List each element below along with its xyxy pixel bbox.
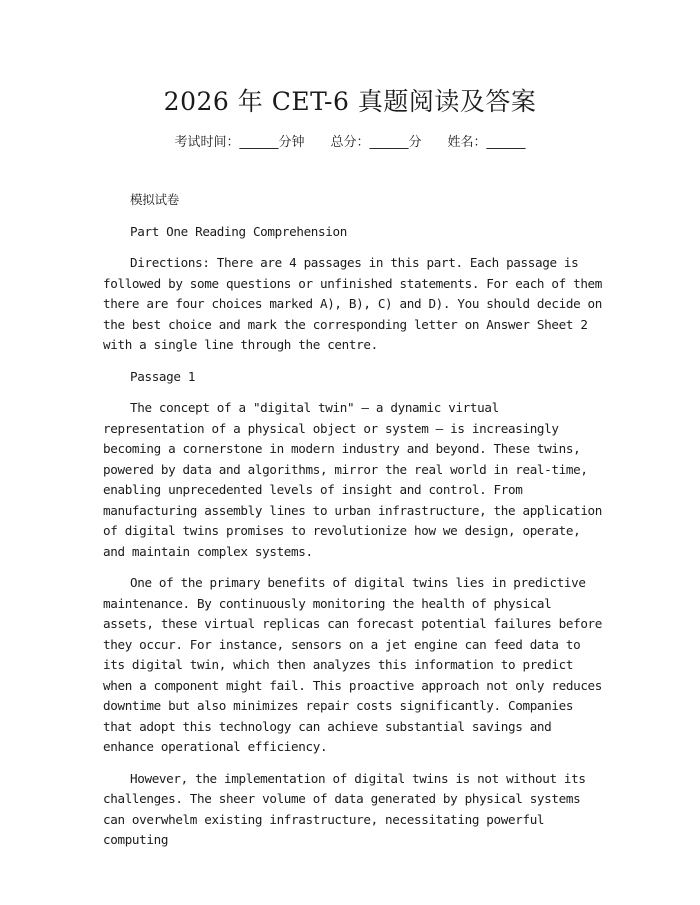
total-score-field: 总分：______分 xyxy=(330,135,422,150)
passage-paragraph: However, the implementation of digital twins is not without its challenges. The sheer volume of data generated by physical systems can overwhelm existing infrastructure, necessitating powerful computing xyxy=(103,770,586,847)
document-body xyxy=(103,190,603,862)
passage-paragraph: One of the primary benefits of digital twins lies in predictive maintenance. By continuously monitoring the health of physical assets, these virtual replicas can forecast potential failures before they occur. For instance, sensors on a jet engine can feed data to its digital twin, which then analyzes this information to predict when a component might fail. This proactive approach not only reduces downtime but also minimizes repair costs significantly. Companies that adopt this technology can achieve substantial savings and enhance operational efficiency. xyxy=(103,575,603,754)
exam-meta-line xyxy=(0,131,700,150)
part-title: Part One Reading Comprehension xyxy=(130,223,347,239)
directions-paragraph: Directions: There are 4 passages in this part. Each passage is followed by some questions or unfinished statements. For each of them there are four choices marked A), B), C) and D). You should decide on the best choice and mark the corresponding letter on Answer Sheet 2 with a single line through the centre. xyxy=(103,255,603,352)
student-name-field: 姓名：______ xyxy=(447,135,526,150)
exam-time-field: 考试时间：______分钟 xyxy=(174,135,305,150)
passage-paragraph: The concept of a "digital twin" — a dynamic virtual representation of a physical object or system — is increasingly becoming a cornerstone in modern industry and beyond. These twins, powered by data and algorithms, mirror the real world in real-time, enabling unprecedented levels of insight and control. From manufacturing assembly lines to urban infrastructure, the application of digital twins promises to revolutionize how we design, operate, and maintain complex systems. xyxy=(103,400,603,559)
passage-label: Passage 1 xyxy=(130,368,196,384)
document-title: 2026 年 CET-6 真题阅读及答案 xyxy=(163,87,537,116)
section-label: 模拟试卷 xyxy=(130,192,179,207)
